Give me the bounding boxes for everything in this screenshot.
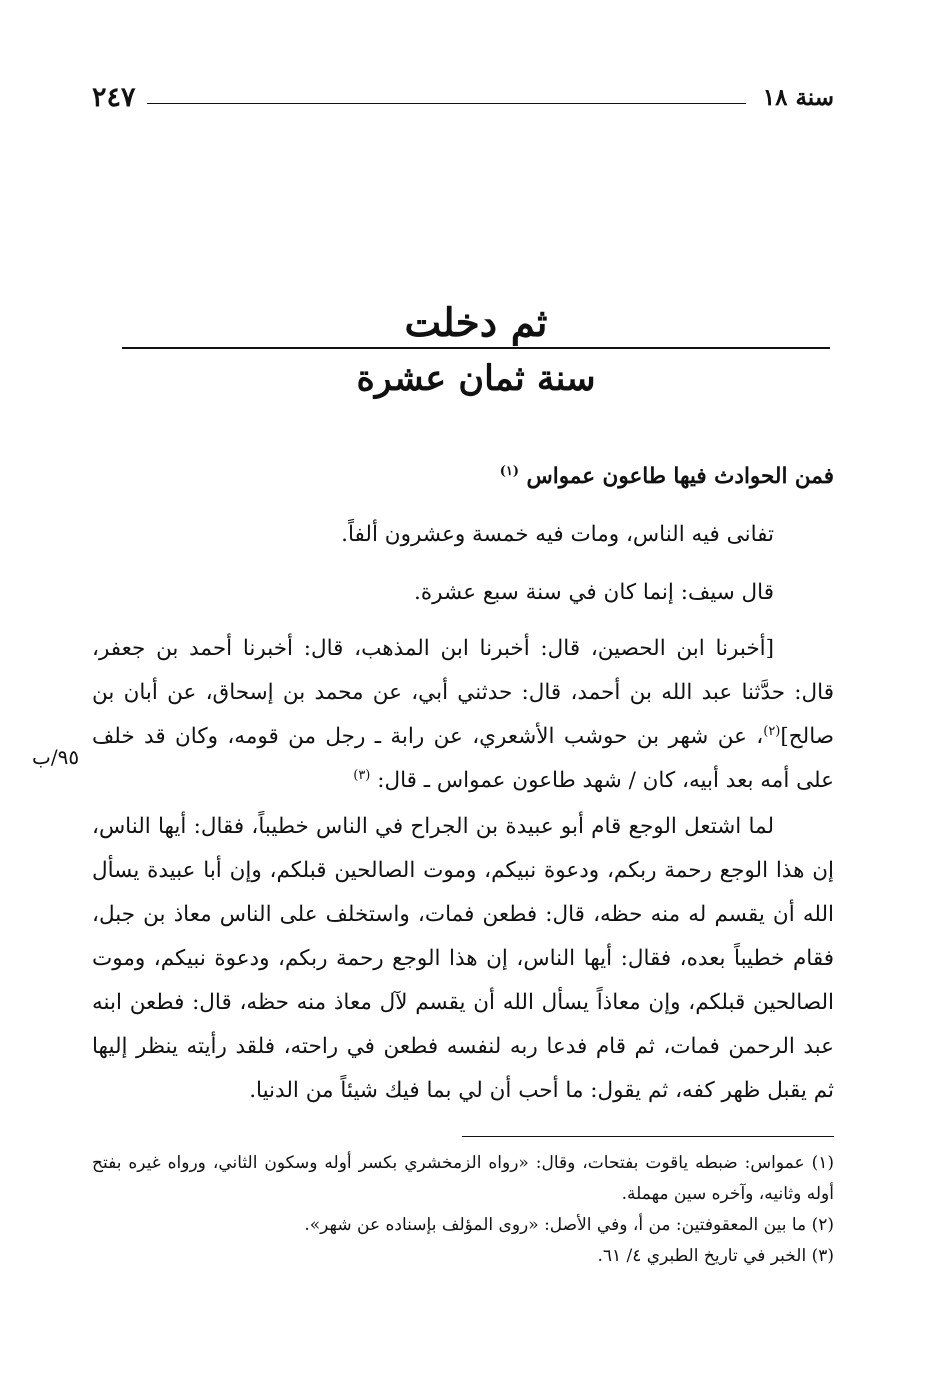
narration-paragraph: لما اشتعل الوجع قام أبو عبيدة بن الجراح في الناس خطيباً، فقال: أيها الناس، إن هذا الوجع رحمة ربكم، ودعوة نبيكم، وموت الصالحين قبلكم، وإن أبا عبيدة يسأل الله أن يقسم له منه حظه، قال: فطعن فمات، واستخلف على الناس معاذ بن جبل، فقام خطيباً بعده، فقال: أيها الناس، إن هذا الوجع رحمة ربكم، ودعوة نبيكم، وموت الصالحين قبلكم، وإن معاذاً يسأل الله أن يقسم لآل معاذ منه حظه، قال: فطعن ابنه عبد الرحمن فمات، ثم قام فدعا ربه لنفسه فطعن في راحته، فلقد رأيته ينظر إليها ثم يقبل ظهر كفه، ثم يقول: ما أحب أن لي بما فيك شيئاً من الدنيا.	[92, 814, 834, 1103]
footnotes	[92, 1148, 834, 1272]
isnad-text-b: ، عن شهر بن حوشب الأشعري، عن رابة ـ رجل من قومه، وكان قد خلف على أمه بعد أبيه، كان / شهد طاعون عمواس ـ قال:	[92, 724, 834, 793]
isnad-paragraph	[92, 627, 834, 803]
paragraph-2: قال سيف: إنما كان في سنة سبع عشرة.	[414, 580, 774, 605]
intro-text: فمن الحوادث فيها طاعون عمواس	[526, 464, 834, 489]
footnote-1: (١) عمواس: ضبطه ياقوت بفتحات، وقال: «رواه الزمخشري بكسر أوله وسكون الثاني، ورواه غيره بفتح أوله وثانيه، وآخره سين مهملة.	[92, 1153, 834, 1204]
title-rule	[122, 347, 830, 349]
header-rule	[147, 103, 746, 104]
footnote-2: (٢) ما بين المعقوفتين: من أ، وفي الأصل: «روى المؤلف بإسناده عن شهر».	[304, 1215, 834, 1235]
running-year-label: سنة ١٨	[762, 84, 834, 111]
chapter-title-line2: سنة ثمان عشرة	[356, 358, 596, 399]
manuscript-margin-note: ٩٥/ب	[32, 745, 80, 769]
paragraph-1: تفانى فيه الناس، ومات فيه خمسة وعشرون ألفاً.	[341, 522, 774, 547]
intro-paragraph	[92, 455, 834, 499]
footnote-ref-1: (١)	[499, 463, 519, 479]
footnote-3: (٣) الخبر في تاريخ الطبري ٤/ ٦١.	[597, 1246, 834, 1266]
isnad-text-a: [أخبرنا ابن الحصين، قال: أخبرنا ابن المذهب، قال: أخبرنا أحمد بن جعفر، قال: حدَّثنا عبد الله بن أحمد، قال: حدثني أبي، عن محمد بن إسحاق، عن أبان بن صالح]	[92, 636, 834, 749]
footnote-rule	[462, 1136, 834, 1137]
running-header	[92, 82, 834, 122]
footnote-ref-3: (٣)	[353, 767, 371, 783]
page-number: ٢٤٧	[92, 82, 136, 113]
footnote-ref-2: (٢)	[763, 723, 781, 739]
chapter-title-line1: ثم دخلت	[404, 300, 548, 346]
